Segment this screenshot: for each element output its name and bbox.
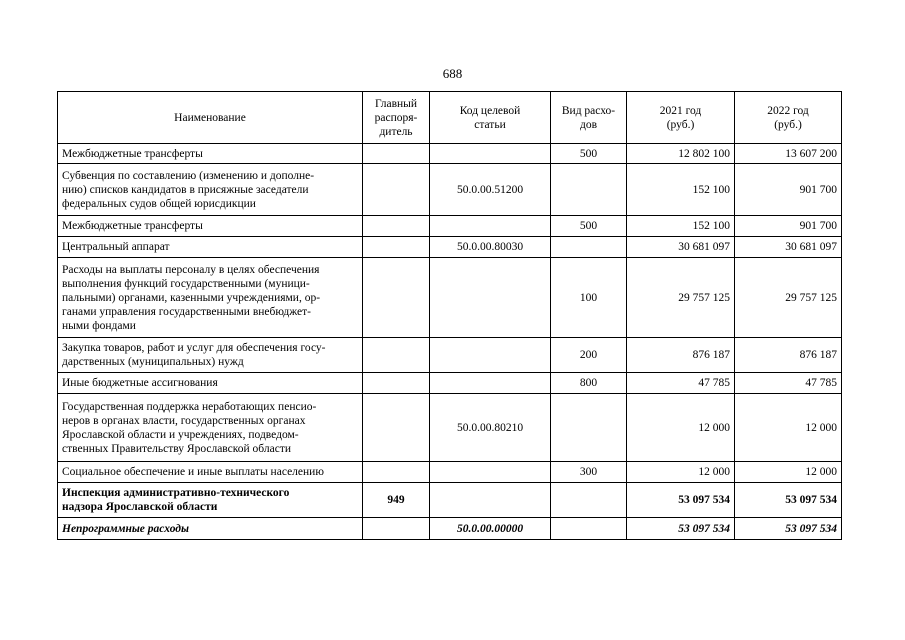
cell-name: Субвенция по составлению (изменению и дополне- нию) списков кандидатов в присяжные заседатели федеральных судов общей юрисдикции xyxy=(58,164,363,216)
table-row xyxy=(58,216,842,237)
cell-name: Межбюджетные трансферты xyxy=(58,216,363,237)
table-row xyxy=(58,237,842,258)
cell-target-code: 50.0.00.80030 xyxy=(430,237,551,258)
cell-expense-type: 300 xyxy=(551,462,627,483)
cell-amount-2021: 12 000 xyxy=(627,462,735,483)
table-row xyxy=(58,164,842,216)
cell-main-manager xyxy=(363,258,430,338)
cell-expense-type xyxy=(551,237,627,258)
budget-table xyxy=(57,91,842,540)
cell-amount-2021: 29 757 125 xyxy=(627,258,735,338)
cell-expense-type xyxy=(551,518,627,540)
cell-main-manager xyxy=(363,373,430,394)
cell-target-code: 50.0.00.51200 xyxy=(430,164,551,216)
cell-amount-2021: 12 802 100 xyxy=(627,144,735,164)
cell-target-code xyxy=(430,258,551,338)
cell-amount-2022: 53 097 534 xyxy=(735,518,842,540)
cell-name: Непрограммные расходы xyxy=(58,518,363,540)
table-row xyxy=(58,518,842,540)
header-main-manager: Главный распоря- дитель xyxy=(363,92,430,144)
cell-main-manager xyxy=(363,237,430,258)
cell-expense-type: 800 xyxy=(551,373,627,394)
cell-amount-2022: 12 000 xyxy=(735,394,842,462)
header-row xyxy=(58,92,842,144)
cell-expense-type: 100 xyxy=(551,258,627,338)
cell-name: Инспекция административно-технического надзора Ярославской области xyxy=(58,483,363,518)
cell-expense-type xyxy=(551,394,627,462)
cell-main-manager: 949 xyxy=(363,483,430,518)
cell-amount-2022: 12 000 xyxy=(735,462,842,483)
table-body xyxy=(58,144,842,540)
cell-target-code xyxy=(430,338,551,373)
cell-expense-type: 500 xyxy=(551,216,627,237)
cell-name: Иные бюджетные ассигнования xyxy=(58,373,363,394)
cell-amount-2022: 901 700 xyxy=(735,164,842,216)
cell-amount-2021: 30 681 097 xyxy=(627,237,735,258)
page-number: 688 xyxy=(442,66,463,81)
cell-name: Центральный аппарат xyxy=(58,237,363,258)
cell-main-manager xyxy=(363,518,430,540)
cell-target-code xyxy=(430,462,551,483)
table-row xyxy=(58,144,842,164)
cell-name: Закупка товаров, работ и услуг для обеспечения госу- дарственных (муниципальных) нужд xyxy=(58,338,363,373)
cell-amount-2022: 13 607 200 xyxy=(735,144,842,164)
table-row xyxy=(58,483,842,518)
cell-target-code xyxy=(430,144,551,164)
cell-target-code xyxy=(430,216,551,237)
cell-amount-2022: 29 757 125 xyxy=(735,258,842,338)
cell-amount-2021: 53 097 534 xyxy=(627,518,735,540)
cell-amount-2022: 30 681 097 xyxy=(735,237,842,258)
cell-name: Государственная поддержка неработающих пенсио- неров в органах власти, государственных органах Ярославской области и учреждениях, подведом- ственных Правительству Ярославской области xyxy=(58,394,363,462)
header-year-2022: 2022 год (руб.) xyxy=(735,92,842,144)
cell-amount-2022: 47 785 xyxy=(735,373,842,394)
cell-amount-2022: 53 097 534 xyxy=(735,483,842,518)
table-row xyxy=(58,338,842,373)
table-row xyxy=(58,462,842,483)
cell-main-manager xyxy=(363,144,430,164)
cell-main-manager xyxy=(363,216,430,237)
table-row xyxy=(58,258,842,338)
cell-main-manager xyxy=(363,164,430,216)
cell-amount-2021: 47 785 xyxy=(627,373,735,394)
cell-amount-2021: 53 097 534 xyxy=(627,483,735,518)
cell-expense-type: 500 xyxy=(551,144,627,164)
cell-expense-type xyxy=(551,164,627,216)
cell-main-manager xyxy=(363,338,430,373)
cell-main-manager xyxy=(363,462,430,483)
cell-target-code xyxy=(430,483,551,518)
cell-amount-2022: 876 187 xyxy=(735,338,842,373)
header-year-2021: 2021 год (руб.) xyxy=(627,92,735,144)
cell-amount-2021: 152 100 xyxy=(627,164,735,216)
cell-expense-type: 200 xyxy=(551,338,627,373)
table-row xyxy=(58,394,842,462)
cell-expense-type xyxy=(551,483,627,518)
cell-amount-2022: 901 700 xyxy=(735,216,842,237)
header-expense-type: Вид расхо- дов xyxy=(551,92,627,144)
cell-amount-2021: 152 100 xyxy=(627,216,735,237)
header-target-code: Код целевой статьи xyxy=(430,92,551,144)
cell-amount-2021: 12 000 xyxy=(627,394,735,462)
table-header xyxy=(58,92,842,144)
cell-name: Социальное обеспечение и иные выплаты населению xyxy=(58,462,363,483)
cell-target-code xyxy=(430,373,551,394)
cell-target-code: 50.0.00.80210 xyxy=(430,394,551,462)
cell-main-manager xyxy=(363,394,430,462)
table-row xyxy=(58,373,842,394)
cell-name: Межбюджетные трансферты xyxy=(58,144,363,164)
header-name: Наименование xyxy=(58,92,363,144)
cell-target-code: 50.0.00.00000 xyxy=(430,518,551,540)
cell-name: Расходы на выплаты персоналу в целях обеспечения выполнения функций государственными (муници- пальными) органами, казенными учреждениями, ор- ганами управления государственными внебюджет- ными фондами xyxy=(58,258,363,338)
cell-amount-2021: 876 187 xyxy=(627,338,735,373)
